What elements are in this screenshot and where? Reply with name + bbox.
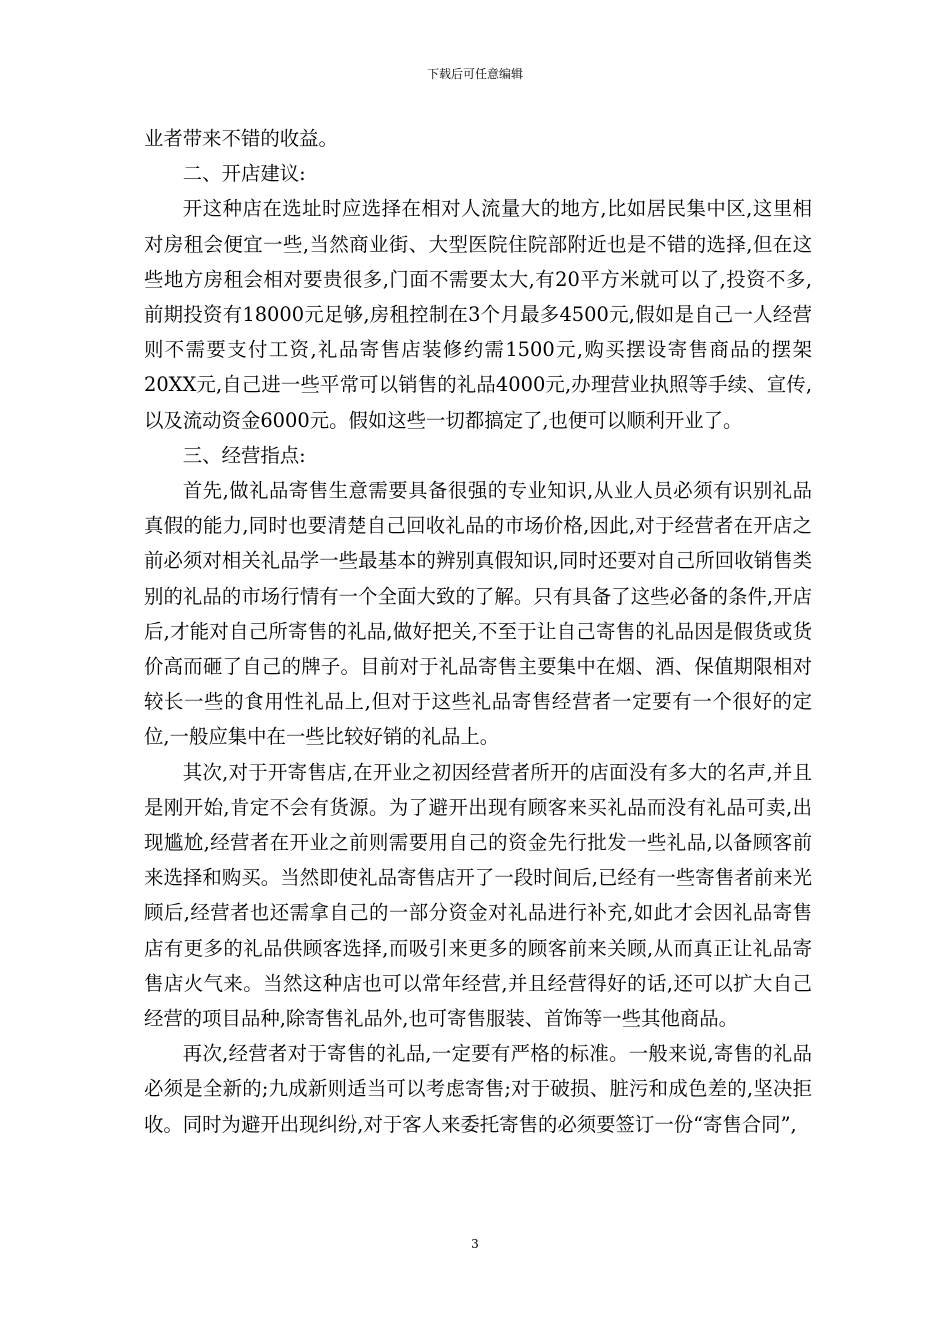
paragraph-third: 再次,经营者对于寄售的礼品,一定要有严格的标准。一般来说,寄售的礼品必须是全新的;九成新则适当可以考虑寄售;对于破损、脏污和成色差的,坚决拒收。同时为避开出现纠纷,对于客人来委托寄售的必须要签订一份“寄售合同”, xyxy=(144,1042,812,1136)
paragraph-location-investment: 开这种店在选址时应选择在相对人流量大的地方,比如居民集中区,这里相对房租会便宜一些,当然商业街、大型医院住院部附近也是不错的选择,但在这些地方房租会相对要贵很多,门面不需要太大,有20平方米就可以了,投资不多,前期投资有18000元足够,房租控制在3个月最多4500元,假如是自己一人经营则不需要支付工资,礼品寄售店装修约需1500元,购买摆设寄售商品的摆架20XX元,自己进一些平常可以销售的礼品4000元,办理营业执照等手续、宣传,以及流动资金6000元。假如这些一切都搞定了,也便可以顺利开业了。 xyxy=(144,197,812,432)
paragraph-first: 首先,做礼品寄售生意需要具备很强的专业知识,从业人员必须有识别礼品真假的能力,同时也要清楚自己回收礼品的市场价格,因此,对于经营者在开店之前必须对相关礼品学一些最基本的辨别真假知识,同时还要对自己所回收销售类别的礼品的市场行情有一个全面大致的了解。只有具备了这些必备的条件,开店后,才能对自己所寄售的礼品,做好把关,不至于让自己寄售的礼品因是假货或货价高而砸了自己的牌子。目前对于礼品寄售主要集中在烟、酒、保值期限相对较长一些的食用性礼品上,但对于这些礼品寄售经营者一定要有一个很好的定位,一般应集中在一些比较好销的礼品上。 xyxy=(144,479,812,749)
section-heading-suggestions: 二、开店建议: xyxy=(182,162,306,186)
paragraph-second: 其次,对于开寄售店,在开业之初因经营者所开的店面没有多大的名声,并且是刚开始,肯定不会有货源。为了避开出现有顾客来买礼品而没有礼品可卖,出现尴尬,经营者在开业之前则需要用自己的资金先行批发一些礼品,以备顾客前来选择和购买。当然即使礼品寄售店开了一段时间后,已经有一些寄售者前来光顾后,经营者也还需拿自己的一部分资金对礼品进行补充,如此才会因礼品寄售店有更多的礼品供顾客选择,而吸引来更多的顾客前来关顾,从而真正让礼品寄售店火气来。当然这种店也可以常年经营,并且经营得好的话,还可以扩大自己经营的项目品种,除寄售礼品外,也可寄售服装、首饰等一些其他商品。 xyxy=(144,760,812,1031)
page-header: 下载后可任意编辑 xyxy=(426,67,523,81)
document-body xyxy=(144,121,812,1142)
page-number: 3 xyxy=(471,1237,479,1251)
section-heading-tips: 三、经营指点: xyxy=(182,443,306,467)
paragraph-continuation: 业者带来不错的收益。 xyxy=(144,127,338,150)
